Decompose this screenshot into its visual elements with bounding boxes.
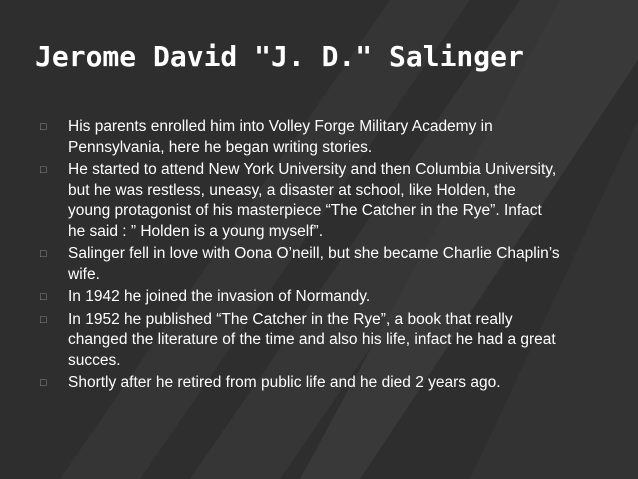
square-bullet-icon: □: [40, 313, 47, 326]
list-item: [40, 287, 560, 308]
bullet-text: In 1942 he joined the invasion of Normandy.: [68, 288, 371, 305]
square-bullet-icon: □: [40, 377, 47, 389]
list-item: [40, 244, 560, 285]
list-item: [40, 117, 560, 158]
bullet-text: He started to attend New York University and then Columbia University, but he was restless, uneasy, a disaster at school, like Holden, the young protagonist of his masterpiece “The Catcher in the Rye”. Infact he said : ” Holden is a young myself”.: [68, 161, 557, 240]
square-bullet-icon: □: [40, 164, 47, 176]
bullet-text: His parents enrolled him into Volley Forge Military Academy in Pennsylvania, here he began writing stories.: [68, 118, 493, 156]
bullet-list: [40, 117, 560, 396]
square-bullet-icon: □: [40, 248, 47, 260]
list-item: [40, 160, 560, 242]
square-bullet-icon: □: [40, 291, 47, 303]
bullet-text: Shortly after he retired from public life and he died 2 years ago.: [68, 374, 501, 391]
list-item: [40, 310, 560, 372]
slide-title: Jerome David "J. D." Salinger: [35, 40, 524, 73]
list-item: [40, 373, 560, 394]
bullet-text: Salinger fell in love with Oona O’neill, but she became Charlie Chaplin’s wife.: [68, 245, 560, 283]
bullet-text: In 1952 he published “The Catcher in the Rye”, a book that really changed the literature of the time and also his life, infact he had a great succes.: [68, 310, 556, 369]
square-bullet-icon: □: [40, 121, 47, 133]
